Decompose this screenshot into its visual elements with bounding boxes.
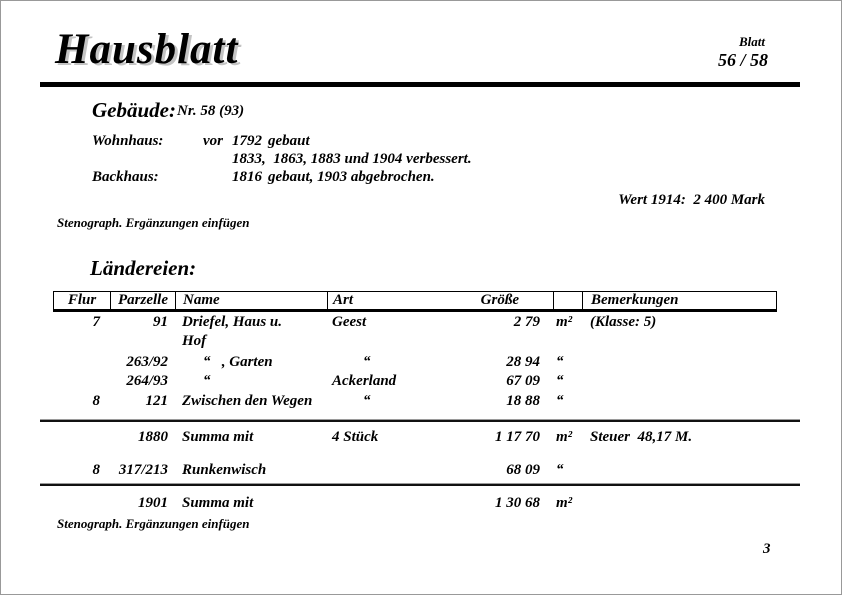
cell-art: Ackerland: [332, 373, 397, 389]
building-improvement-years: 1833, 1863, 1883 und 1904 verbessert.: [232, 151, 472, 167]
laendereien-heading: Ländereien:: [90, 256, 197, 280]
cell-parzelle: 317/213: [118, 462, 168, 478]
column-header-unit: [554, 292, 583, 309]
cell-groesse: 28 94: [506, 354, 540, 370]
building-year: 1792: [232, 133, 262, 149]
column-header-parzelle: Parzelle: [111, 292, 176, 309]
table-summary-row: [53, 428, 777, 447]
cell-name: Driefel, Haus u.: [182, 314, 283, 330]
page-title: Hausblatt: [55, 26, 239, 73]
cell-bemerkung: (Klasse: 5): [590, 314, 657, 330]
cell-unit: m²: [556, 429, 573, 445]
summary-divider-rule: [40, 419, 800, 422]
building-label: Backhaus:: [92, 169, 159, 185]
steno-note-bottom: Stenograph. Ergänzungen einfügen: [57, 516, 250, 531]
steno-note-top: Stenograph. Ergänzungen einfügen: [57, 215, 250, 230]
cell-name: Summa mit: [182, 429, 254, 445]
cell-unit: m²: [556, 314, 573, 330]
cell-flur: 8: [92, 393, 100, 409]
building-note: gebaut: [268, 133, 310, 149]
column-header-flur: Flur: [54, 292, 111, 309]
cell-groesse: 68 09: [506, 462, 540, 478]
cell-parzelle: 121: [145, 393, 168, 409]
table-row: [53, 461, 777, 480]
blatt-label: Blatt: [738, 34, 765, 49]
table-row: [53, 313, 777, 332]
table-row: [53, 392, 777, 411]
blatt-number: 56 / 58: [717, 50, 768, 70]
title-divider-rule: [40, 82, 800, 87]
building-row-improvements: [0, 150, 842, 168]
cell-name: Summa mit: [182, 495, 254, 511]
cell-parzelle: 91: [153, 314, 168, 330]
cell-parzelle: 264/93: [126, 373, 168, 389]
cell-flur: 8: [92, 462, 100, 478]
cell-unit: “: [556, 354, 564, 370]
cell-art: Geest: [332, 314, 367, 330]
cell-name: Runkenwisch: [182, 462, 267, 478]
building-label: Wohnhaus:: [92, 133, 164, 149]
cell-groesse: 67 09: [506, 373, 540, 389]
building-year: 1816: [232, 169, 262, 185]
column-header-art: Art: [333, 292, 354, 308]
building-row-backhaus: [0, 168, 842, 186]
table-row: [53, 332, 777, 351]
cell-flur: 7: [92, 314, 100, 330]
page-number: 3: [763, 541, 771, 557]
table-row: [53, 353, 777, 372]
cell-groesse: 1 17 70: [495, 429, 540, 445]
building-row-wohnhaus: [0, 132, 842, 150]
cell-name: Zwischen den Wegen: [182, 393, 313, 409]
wert-1914-value: Wert 1914: 2 400 Mark: [618, 192, 765, 208]
cell-name: “ , Garten: [203, 354, 273, 370]
building-note: gebaut, 1903 abgebrochen.: [268, 169, 435, 185]
building-year-prefix: vor: [203, 133, 223, 149]
summary-divider-rule: [40, 483, 800, 486]
column-header-name: Name: [176, 292, 328, 309]
cell-unit: “: [556, 393, 564, 409]
cell-art: “: [363, 354, 371, 370]
cell-groesse: 18 88: [506, 393, 540, 409]
cell-groesse: 1 30 68: [495, 495, 540, 511]
cell-unit: “: [556, 373, 564, 389]
cell-name: Hof: [182, 333, 207, 349]
table-header-row: [53, 291, 777, 312]
cell-bemerkung: Steuer 48,17 M.: [590, 429, 693, 445]
table-summary-row: [53, 494, 777, 513]
table-row: [53, 372, 777, 391]
gebaeude-number: Nr. 58 (93): [177, 103, 245, 119]
cell-parzelle: 1901: [138, 495, 168, 511]
cell-name: “: [203, 373, 211, 389]
cell-art: 4 Stück: [332, 429, 379, 445]
cell-art: “: [363, 393, 371, 409]
cell-unit: m²: [556, 495, 573, 511]
column-header-bemerkungen: Bemerkungen: [591, 292, 679, 308]
column-header-groesse: Größe: [422, 292, 554, 309]
cell-parzelle: 263/92: [126, 354, 168, 370]
cell-parzelle: 1880: [138, 429, 168, 445]
cell-unit: “: [556, 462, 564, 478]
cell-groesse: 2 79: [513, 314, 540, 330]
gebaeude-heading: Gebäude:: [92, 98, 176, 122]
